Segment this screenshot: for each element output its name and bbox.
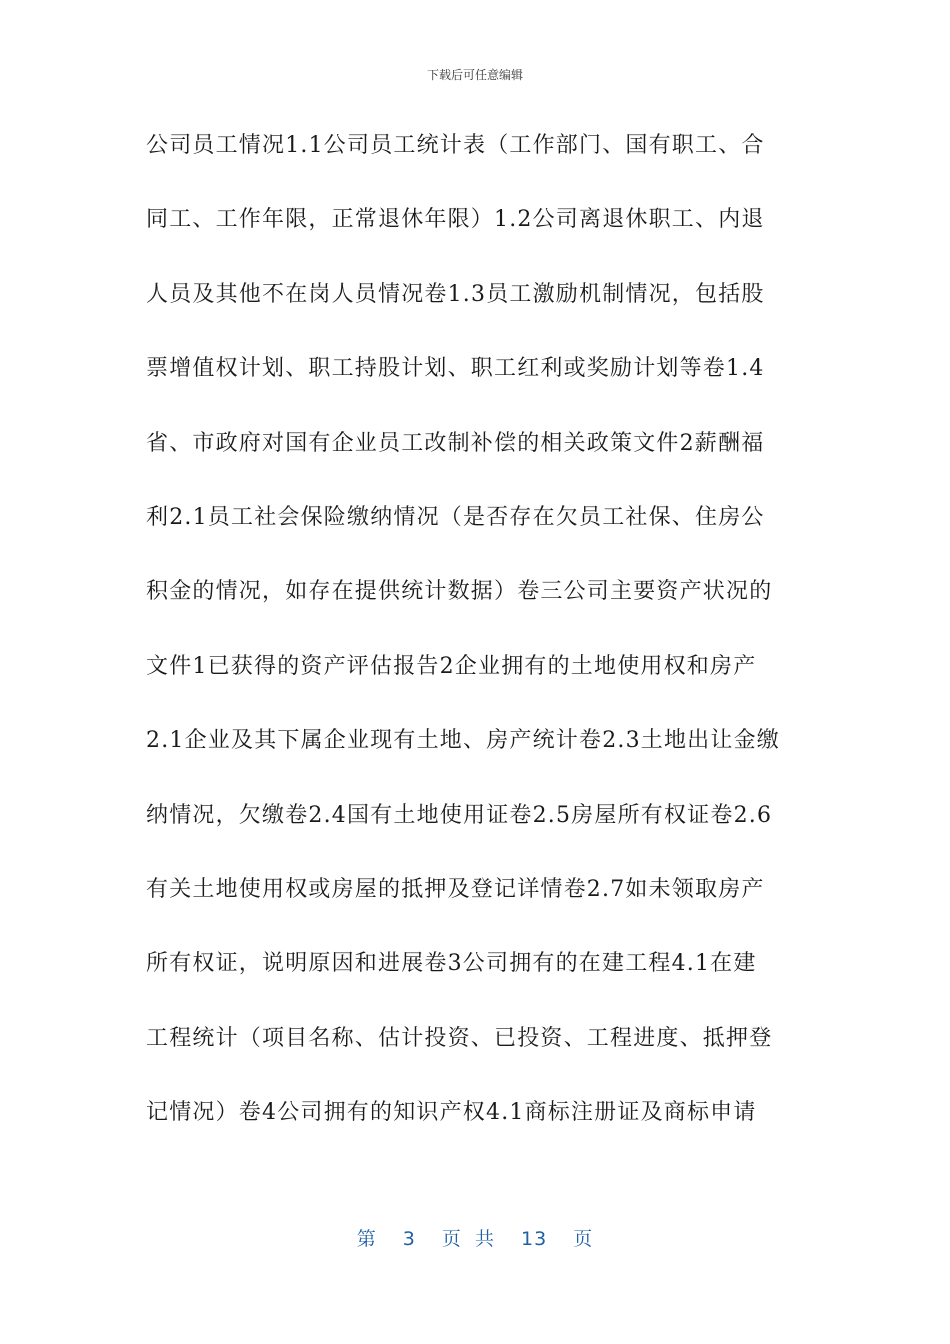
body-line: 公司员工情况1.1公司员工统计表（工作部门、国有职工、合 — [146, 133, 765, 158]
body-line: 人员及其他不在岗人员情况卷1.3员工激励机制情况，包括股 — [146, 281, 765, 307]
body-line: 2.1企业及其下属企业现有土地、房产统计卷2.3土地出让金缴 — [146, 728, 780, 754]
document-body — [146, 126, 806, 1167]
body-line: 同工、工作年限，正常退休年限）1.2公司离退休职工、内退 — [146, 207, 765, 233]
body-line: 有关土地使用权或房屋的抵押及登记详情卷2.7如未领取房产 — [146, 876, 765, 902]
page-footer — [0, 1224, 950, 1251]
body-line: 纳情况，欠缴卷2.4国有土地使用证卷2.5房屋所有权证卷2.6 — [146, 802, 773, 828]
body-line: 积金的情况，如存在提供统计数据）卷三公司主要资产状况的 — [146, 579, 773, 605]
body-line: 利2.1员工社会保险缴纳情况（是否存在欠员工社保、住房公 — [146, 504, 765, 530]
body-line: 文件1已获得的资产评估报告2企业拥有的土地使用权和房产 — [146, 653, 757, 679]
body-line: 所有权证，说明原因和进展卷3公司拥有的在建工程4.1在建 — [146, 951, 757, 977]
body-line: 票增值权计划、职工持股计划、职工红利或奖励计划等卷1.4 — [146, 356, 765, 382]
body-line: 工程统计（项目名称、估计投资、已投资、工程进度、抵押登 — [146, 1025, 773, 1051]
page-number-label: 第 3 页 共 13 页 — [356, 1228, 594, 1250]
body-line: 记情况）卷4公司拥有的知识产权4.1商标注册证及商标申请 — [146, 1100, 757, 1126]
body-line: 省、市政府对国有企业员工改制补偿的相关政策文件2薪酬福 — [146, 430, 765, 456]
header-note: 下载后可任意编辑 — [426, 68, 523, 82]
